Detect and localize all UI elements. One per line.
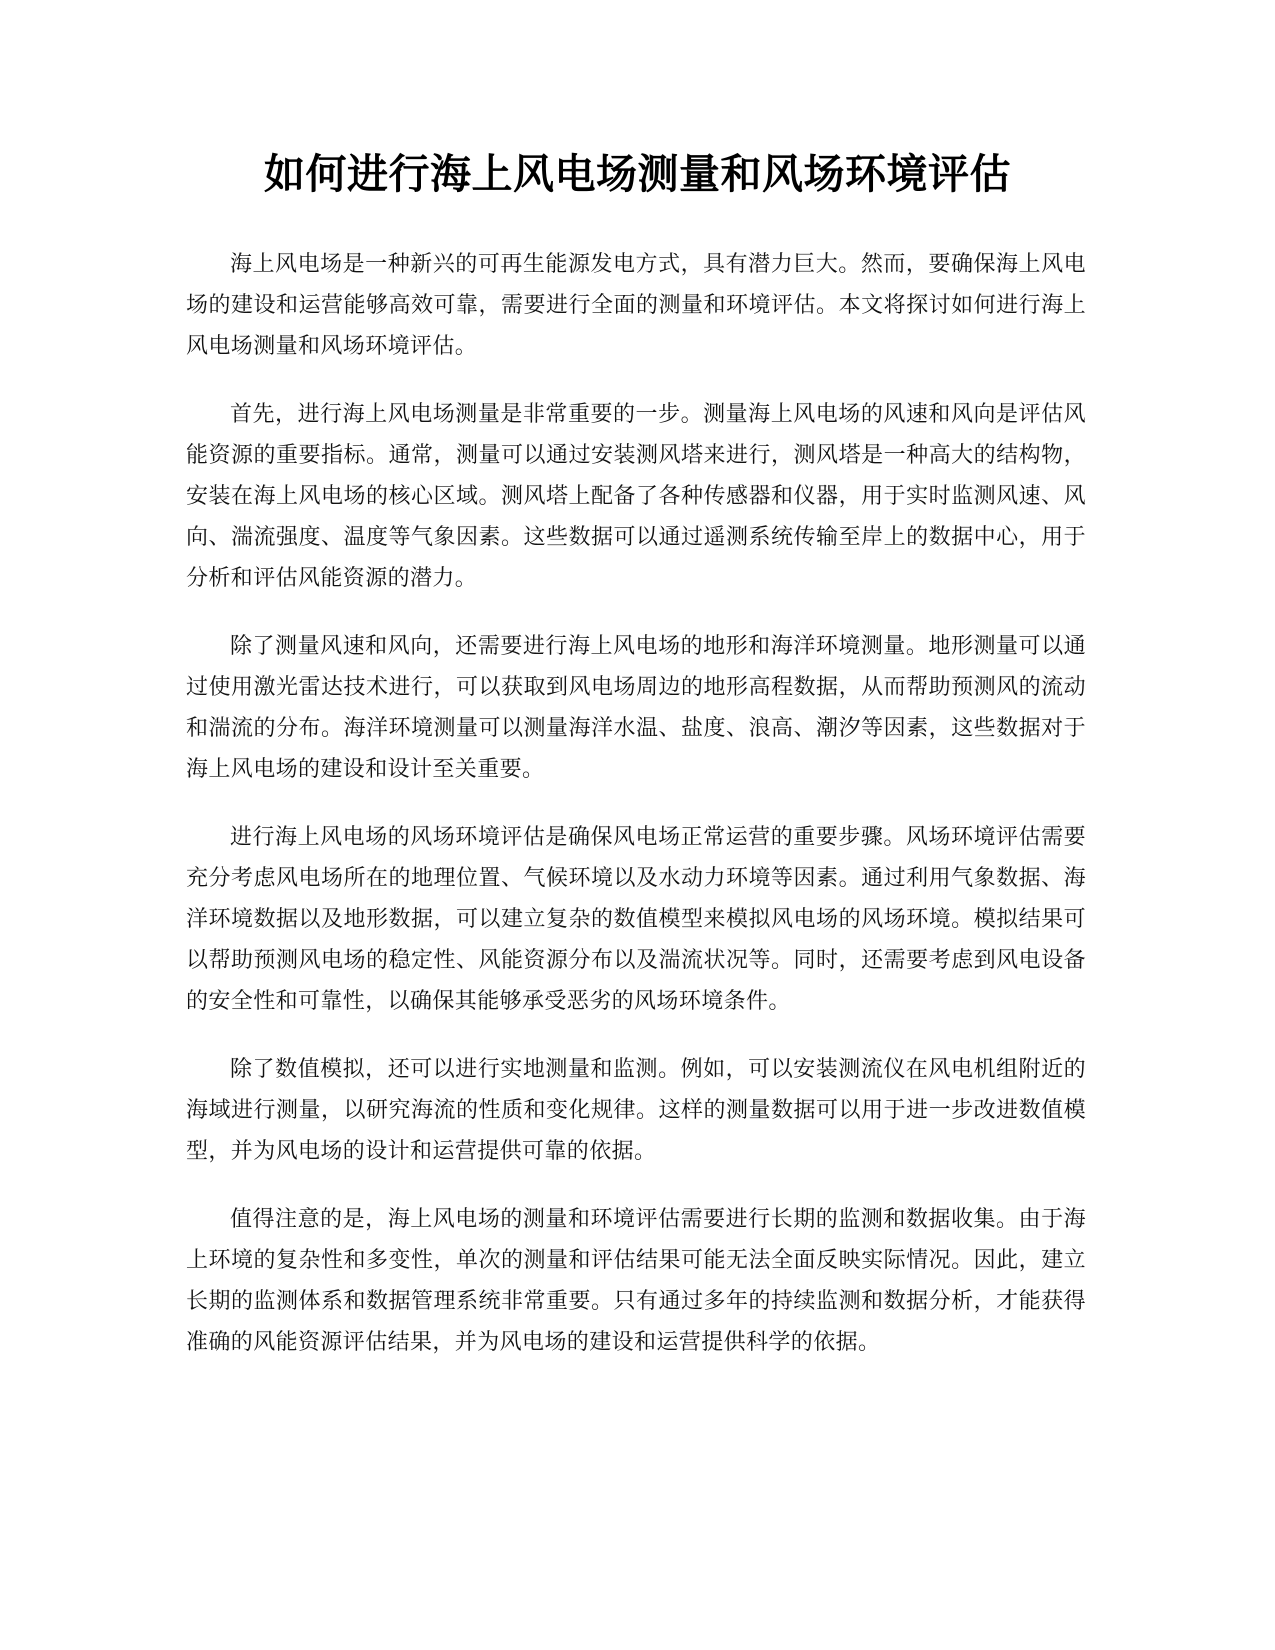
- paragraph-terrain-ocean-measurement: 除了测量风速和风向，还需要进行海上风电场的地形和海洋环境测量。地形测量可以通过使用激光雷达技术进行，可以获取到风电场周边的地形高程数据，从而帮助预测风的流动和湍流的分布。海洋环境测量可以测量海洋水温、盐度、浪高、潮汐等因素，这些数据对于海上风电场的建设和设计至关重要。: [186, 634, 1086, 782]
- paragraph-environment-assessment: 进行海上风电场的风场环境评估是确保风电场正常运营的重要步骤。风场环境评估需要充分考虑风电场所在的地理位置、气候环境以及水动力环境等因素。通过利用气象数据、海洋环境数据以及地形数据，可以建立复杂的数值模型来模拟风电场的风场环境。模拟结果可以帮助预测风电场的稳定性、风能资源分布以及湍流状况等。同时，还需要考虑到风电设备的安全性和可靠性，以确保其能够承受恶劣的风场环境条件。: [186, 825, 1086, 1014]
- document-body: [186, 244, 1086, 1390]
- document-title: 如何进行海上风电场测量和风场环境评估: [264, 150, 1011, 198]
- paragraph-long-term-monitoring: 值得注意的是，海上风电场的测量和环境评估需要进行长期的监测和数据收集。由于海上环境的复杂性和多变性，单次的测量和评估结果可能无法全面反映实际情况。因此，建立长期的监测体系和数据管理系统非常重要。只有通过多年的持续监测和数据分析，才能获得准确的风能资源评估结果，并为风电场的建设和运营提供科学的依据。: [186, 1207, 1086, 1355]
- paragraph-intro: 海上风电场是一种新兴的可再生能源发电方式，具有潜力巨大。然而，要确保海上风电场的建设和运营能够高效可靠，需要进行全面的测量和环境评估。本文将探讨如何进行海上风电场测量和风场环境评估。: [186, 252, 1086, 359]
- paragraph-wind-measurement: 首先，进行海上风电场测量是非常重要的一步。测量海上风电场的风速和风向是评估风能资源的重要指标。通常，测量可以通过安装测风塔来进行，测风塔是一种高大的结构物，安装在海上风电场的核心区域。测风塔上配备了各种传感器和仪器，用于实时监测风速、风向、湍流强度、温度等气象因素。这些数据可以通过遥测系统传输至岸上的数据中心，用于分析和评估风能资源的潜力。: [186, 402, 1086, 591]
- paragraph-field-monitoring: 除了数值模拟，还可以进行实地测量和监测。例如，可以安装测流仪在风电机组附近的海域进行测量，以研究海流的性质和变化规律。这样的测量数据可以用于进一步改进数值模型，并为风电场的设计和运营提供可靠的依据。: [186, 1057, 1086, 1164]
